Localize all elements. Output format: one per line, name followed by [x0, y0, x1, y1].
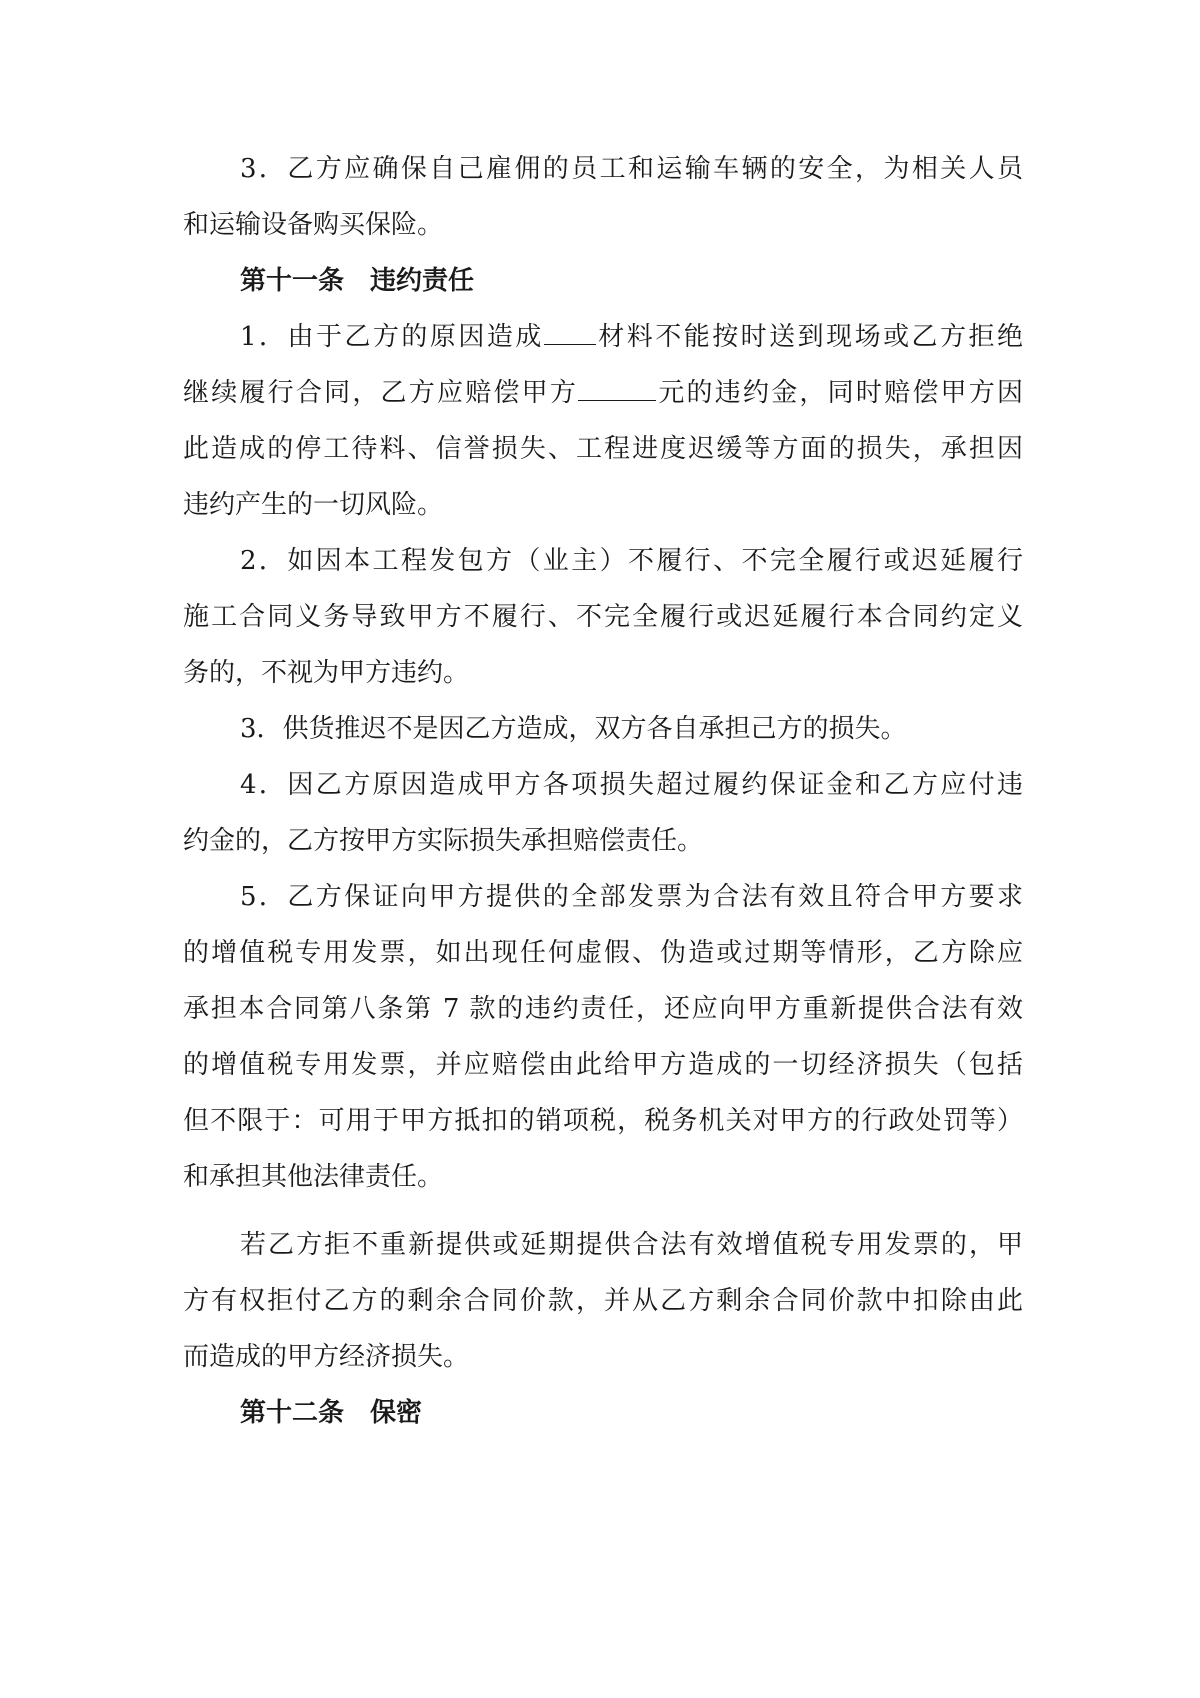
item-5-line-2: 的增值税专用发票，如出现任何虚假、伪造或过期等情形，乙方除应	[183, 938, 1023, 968]
blank-amount-field	[578, 378, 656, 401]
item-5-line-6: 和承担其他法律责任。	[183, 1162, 444, 1192]
item-3b-line-1: 3．供货推迟不是因乙方造成，双方各自承担己方的损失。	[240, 714, 907, 744]
item-3-line-1: 3．乙方应确保自己雇佣的员工和运输车辆的安全，为相关人员	[240, 154, 1023, 184]
article-12-heading: 第十二条 保密	[240, 1398, 423, 1428]
item-1-line-2-a: 继续履行合同，乙方应赔偿甲方	[183, 378, 579, 408]
article-11-heading: 第十一条 违约责任	[240, 266, 475, 296]
item-4-line-1: 4．因乙方原因造成甲方各项损失超过履约保证金和乙方应付违	[240, 770, 1023, 800]
item-4-line-2: 约金的，乙方按甲方实际损失承担赔偿责任。	[183, 826, 704, 856]
item-5-line-5: 但不限于：可用于甲方抵扣的销项税，税务机关对甲方的行政处罚等）	[183, 1106, 1023, 1136]
item-1-line-2-b: 元的违约金，同时赔偿甲方因	[656, 378, 1023, 408]
item-1-line-1	[240, 320, 1023, 354]
item-2-line-3: 务的，不视为甲方违约。	[183, 658, 470, 688]
item-1-line-4: 违约产生的一切风险。	[183, 490, 444, 520]
item-5-line-1: 5．乙方保证向甲方提供的全部发票为合法有效且符合甲方要求	[240, 882, 1023, 912]
item-1-line-1-a: 1．由于乙方的原因造成	[240, 322, 544, 352]
item-2-line-2: 施工合同义务导致甲方不履行、不完全履行或迟延履行本合同约定义	[183, 602, 1023, 632]
item-3-line-2: 和运输设备购买保险。	[183, 210, 444, 240]
item-1-line-2	[183, 376, 1023, 410]
item-5-line-3: 承担本合同第八条第 7 款的违约责任，还应向甲方重新提供合法有效	[183, 994, 1023, 1024]
item-5-line-4: 的增值税专用发票，并应赔偿由此给甲方造成的一切经济损失（包括	[183, 1050, 1023, 1080]
item-1-line-3: 此造成的停工待料、信誉损失、工程进度迟缓等方面的损失，承担因	[183, 434, 1023, 464]
refusal-line-3: 而造成的甲方经济损失。	[183, 1342, 470, 1372]
refusal-line-2: 方有权拒付乙方的剩余合同价款，并从乙方剩余合同价款中扣除由此	[183, 1286, 1023, 1316]
refusal-line-1: 若乙方拒不重新提供或延期提供合法有效增值税专用发票的，甲	[240, 1230, 1023, 1260]
item-2-line-1: 2．如因本工程发包方（业主）不履行、不完全履行或迟延履行	[240, 546, 1023, 576]
item-1-line-1-b: 材料不能按时送到现场或乙方拒绝	[595, 322, 1023, 352]
blank-material-field	[544, 322, 596, 345]
